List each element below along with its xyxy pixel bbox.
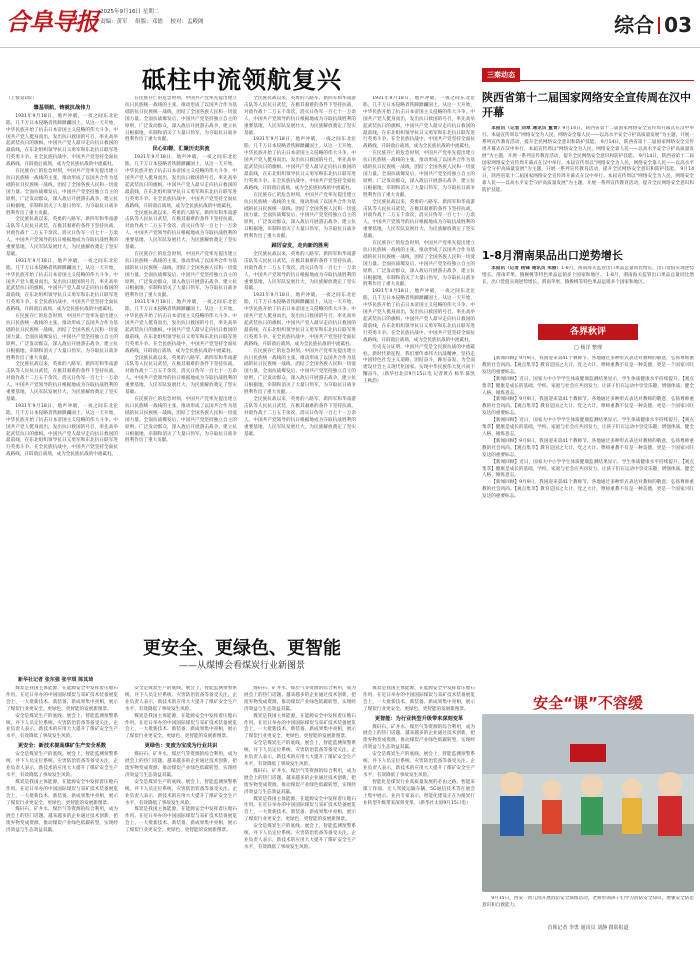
main-byline: （上接第1版） (6, 96, 37, 101)
feature2-col2-text: 安全是煤炭生产的底线。展会上，智能监测预警系统、井下人员定位系统、灾害防治装备等备受关注。企业负责人表示，新技术的应用大大提升了煤矿安全生产水平，有效降低了事故发生风险。 (125, 686, 237, 712)
story1-body-b: 9月14日，陕西省第十二届国家网络安全宣传周开幕式在汉中举行。本届宣传周以“网络安全为人民，网络安全靠人民——以高水平安全守护高质量发展”为主题，开展一系列宣传教育活动，提升全民网络安全意识和防护技能。 (482, 139, 694, 159)
main-subhead-c: 踔厉奋发，走向新的胜利 (271, 243, 329, 250)
proofreader-name: 校对：孟殿阁 (170, 19, 204, 25)
main-subhead-a: 肇基领航，铸就抗战伟力 (33, 104, 91, 111)
safety-caption-text: 9月15日，西安一幼儿园开展消防安全演练活动，老师带领孩子们学习消防安全知识，增强安全防范意识和自救能力。 (482, 896, 694, 908)
story1-body: 9月14日，陕西省第十二届国家网络安全宣传周开幕式在汉中举行。本届宣传周以“网络安全为人民，网络安全靠人民——以高水平安全守护高质量发展”为主题，开展一系列宣传教育活动，提升全民网络安全意识和防护技能。 (482, 126, 694, 145)
story1-text (482, 126, 694, 236)
safety-photo-credit: 首席记者 李勇 通讯员 刘静 摄影报道 (547, 925, 629, 931)
feature2-subhead-a: 更安全：新技术提高煤矿生产安全系数 (17, 743, 107, 750)
feature2-col1-text-b: 安全是煤炭生产的底线。展会上，智能监测预警系统、井下人员定位系统、灾害防治装备等备受关注。企业负责人表示，新技术的应用大大提升了煤矿安全生产水平，有效降低了事故发生风险。 (6, 713, 118, 740)
story2-headline: 1-8月渭南果品出口逆势增长 (482, 249, 623, 262)
main-col4-text-e: 1931年9月18日，地声冲破，一夜之间东北沦陷，几千万日本侵略者铁蹄蹂躏国土。从这一天开始，中华民族开始了抗击日本帝国主义侵略的伟大斗争。中国共产党人挺身而出，发出抗日救国的号召，率先高举起武装抗日的旗帜。中国共产党人最早走向抗日救国的最前线，在东北组织领导抗日义勇军和东北抗日联军进行英勇斗争。在全民族抗战中，中国共产党坚持全面抗战路线，开辟敌后战场，成为全民族抗战的中流砥柱。 (363, 289, 475, 343)
masthead-logo: 合阜导报 (6, 7, 98, 36)
safety-photo-image (482, 714, 694, 892)
main-col-2 (125, 96, 237, 626)
feature2-col1-text-d: 煤炭是我国主体能源，在能源安全中发挥着压舱石作用。在近日举办的中国国际煤炭与采矿技术装备展览会上，一大批新技术、新装备、新成果集中亮相，展示了煤炭行业更安全、更绿色、更智能的发展新图景。 (6, 779, 118, 806)
main-col3-text: 全民族抗战以来，英勇的八路军、新四军和华南游击队等人民抗日武装，在极其艰难的条件下坚持抗战，对敌作战十二万五千余次，消灭日伪军一百七十一万余人。中国共产党领导的抗日根据地成为夺取抗战胜利的重要基地，人民军队发展壮大，为民族解放奠定了坚实基础。 (244, 96, 356, 136)
layout-name: 组版：邓德 (135, 19, 163, 25)
main-col2-text: 在民族存亡的危急时刻，中国共产党率先提出建立抗日民族统一战线的主张，推动形成了以国共合作为基础的抗日民族统一战线，团结了全国各族人民和一切爱国力量。全面抗战爆发后，中国共产党坚持独立自主的原则，广泛发动群众，深入敌后开展游击战争，建立抗日根据地，牵制和消灭了大量日伪军，为夺取抗日战争胜利作出了重大贡献。 (125, 96, 237, 143)
feature2-col4-text-c: 安全是煤炭生产的底线。展会上，智能监测预警系统、井下人员定位系统、灾害防治装备等备受关注。企业负责人表示，新技术的应用大大提升了煤矿安全生产水平，有效降低了事故发生风险。 (363, 752, 475, 778)
main-subhead-b: 民心如磐，汇聚历史洪流 (152, 146, 210, 153)
main-col1-text: 1931年9月18日，地声冲破，一夜之间东北沦陷，几千万日本侵略者铁蹄蹂躏国土。从这一天开始，中华民族开始了抗击日本帝国主义侵略的伟大斗争。中国共产党人挺身而出，发出抗日救国的号召，率先高举起武装抗日的旗帜。中国共产党人最早走向抗日救国的最前线，在东北组织领导抗日义勇军和东北抗日联军进行英勇斗争。在全民族抗战中，中国共产党坚持全面抗战路线，开辟敌后战场，成为全民族抗战的中流砥柱。 (6, 113, 118, 168)
main-col2-text-c: 全民族抗战以来，英勇的八路军、新四军和华南游击队等人民抗日武装，在极其艰难的条件下坚持抗战，对敌作战十二万五千余次，消灭日伪军一百七十一万余人。中国共产党领导的抗日根据地成为夺取抗战胜利的重要基地，人民军队发展壮大，为民族解放奠定了坚实基础。 (125, 210, 237, 251)
feature2-col3-text-f: 安全是煤炭生产的底线。展会上，智能监测预警系统、井下人员定位系统、灾害防治装备等备受关注。企业负责人表示，新技术的应用大大提升了煤矿安全生产水平，有效降低了事故发生风险。 (244, 824, 356, 850)
main-col3-text-b: 1931年9月18日，地声冲破，一夜之间东北沦陷，几千万日本侵略者铁蹄蹂躏国土。从这一天开始，中华民族开始了抗击日本帝国主义侵略的伟大斗争。中国共产党人挺身而出，发出抗日救国的号召，率先高举起武装抗日的旗帜。中国共产党人最早走向抗日救国的最前线，在东北组织领导抗日义勇军和东北抗日联军进行英勇斗争。在全民族抗战中，中国共产党坚持全面抗战路线，开辟敌后战场，成为全民族抗战的中流砥柱。 (244, 137, 356, 191)
main-col4-text-c: 全民族抗战以来，英勇的八路军、新四军和华南游击队等人民抗日武装，在极其艰难的条件下坚持抗战，对敌作战十二万五千余次，消灭日伪军一百七十一万余人。中国共产党领导的抗日根据地成为夺取抗战胜利的重要基地，人民军队发展壮大，为民族解放奠定了坚实基础。 (363, 199, 475, 240)
story2-body-b: 1-8月，渭南海关监管出口果品总量同比增长，出口货值实现逆势增长。渭南苹果、猕猴桃等特色果品远销多个国家和地区。 (482, 272, 694, 285)
main-col1-text-g: 1931年9月18日，地声冲破，一夜之间东北沦陷，几千万日本侵略者铁蹄蹂躏国土。从这一天开始，中华民族开始了抗击日本帝国主义侵略的伟大斗争。中国共产党人挺身而出，发出抗日救国的号召，率先高举起武装抗日的旗帜。中国共产党人最早走向抗日救国的最前线，在东北组织领导抗日义勇军和东北抗日联军进行英勇斗争。在全民族抗战中，中国共产党坚持全面抗战路线，开辟敌后战场，成为全民族抗战的中流砥柱。 (6, 403, 118, 458)
feature2-col2-text-c: 煤矸石、矿井水、煤层气等资源的综合利用，成为展会上的热门话题。越来越多的企业通过技术创新，把废弃物变成资源，推动煤炭产业绿色低碳转型，实现经济效益与生态效益双赢。 (125, 752, 237, 778)
feature2-subtitle: ——从煤博会看煤炭行业新图景 (178, 661, 305, 671)
section-name: 综合 (614, 13, 655, 37)
feature2-col-1 (6, 686, 118, 972)
feature2-col3-text: 煤矸石、矿井水、煤层气等资源的综合利用，成为展会上的热门话题。越来越多的企业通过技术创新，把废弃物变成资源，推动煤炭产业绿色低碳转型，实现经济效益与生态效益双赢。 (244, 686, 356, 712)
story2-byline: 本报讯（记者 杨锋 通讯员 朱丽） (491, 266, 562, 271)
feature2-col1-text: 煤炭是我国主体能源，在能源安全中发挥着压舱石作用。在近日举办的中国国际煤炭与采矿技术装备展览会上，一大批新技术、新装备、新成果集中亮相，展示了煤炭行业更安全、更绿色、更智能的发展新图景。 (6, 686, 118, 712)
feature2-col3-text-b: 煤炭是我国主体能源，在能源安全中发挥着压舱石作用。在近日举办的中国国际煤炭与采矿技术装备展览会上，一大批新技术、新装备、新成果集中亮相，展示了煤炭行业更安全、更绿色、更智能的发展新图景。 (244, 713, 356, 740)
story1-byline: 本报讯（记者 刘翠 通讯员 董青） (491, 126, 563, 131)
feature2-col-3 (244, 686, 356, 972)
feature-opinion-title: 各界秋评 (538, 324, 638, 340)
right-divider (482, 80, 694, 81)
main-col3-text-e: 1931年9月18日，地声冲破，一夜之间东北沦陷，几千万日本侵略者铁蹄蹂躏国土。从这一天开始，中华民族开始了抗击日本帝国主义侵略的伟大斗争。中国共产党人挺身而出，发出抗日救国的号召，率先高举起武装抗日的旗帜。中国共产党人最早走向抗日救国的最前线，在东北组织领导抗日义勇军和东北抗日联军进行英勇斗争。在全民族抗战中，中国共产党坚持全面抗战路线，开辟敌后战场，成为全民族抗战的中流砥柱。 (244, 293, 356, 347)
feature2-col2-text-b: 煤炭是我国主体能源，在能源安全中发挥着压舱石作用。在近日举办的中国国际煤炭与采矿技术装备展览会上，一大批新技术、新装备、新成果集中亮相，展示了煤炭行业更安全、更绿色、更智能的发展新图景。 (125, 713, 237, 740)
section-tag (614, 9, 692, 38)
feature-opinion-text (482, 356, 694, 682)
feature-opinion-body-b: 【新闻回顾】近日，国家大中小学学生体质健康监测结果显示，学生体质健康水平持续提升。【观点集萃】健康是成长的基础，学校、家庭与社会应共同发力，让孩子们在运动中享受乐趣、增强体质、健全人格、锤炼意志。 (482, 376, 694, 396)
feature-opinion-body-d: 【新闻回顾】近日，国家大中小学学生体质健康监测结果显示，学生体质健康水平持续提升。【观点集萃】健康是成长的基础，学校、家庭与社会应共同发力，让孩子们在运动中享受乐趣、增强体质、健全人格、锤炼意志。 (482, 418, 694, 437)
main-col3-text-c: 在民族存亡的危急时刻，中国共产党率先提出建立抗日民族统一战线的主张，推动形成了以国共合作为基础的抗日民族统一战线，团结了全国各族人民和一切爱国力量。全面抗战爆发后，中国共产党坚持独立自主的原则，广泛发动群众，深入敌后开展游击战争，建立抗日根据地，牵制和消灭了大量日伪军，为夺取抗日战争胜利作出了重大贡献。 (244, 192, 356, 240)
feature-opinion-body-g: 【新闻回顾】9月9日，我国迎来第41个教师节。各地通过多种形式表达对教师的敬意，弘扬尊师重教的社会风尚。【观点集萃】教育是国之大计、党之大计。尊师重教不仅是一种美德，更是一个国家兴旺发达的重要标志。 (482, 480, 694, 500)
masthead (0, 0, 700, 48)
main-col1-text-b: 在民族存亡的危急时刻，中国共产党率先提出建立抗日民族统一战线的主张，推动形成了以国共合作为基础的抗日民族统一战线，团结了全国各族人民和一切爱国力量。全面抗战爆发后，中国共产党坚持独立自主的原则，广泛发动群众，深入敌后开展游击战争，建立抗日根据地，牵制和消灭了大量日伪军，为夺取抗日战争胜利作出了重大贡献。 (6, 169, 118, 216)
main-col2-text-e: 1931年9月18日，地声冲破，一夜之间东北沦陷，几千万日本侵略者铁蹄蹂躏国土。从这一天开始，中华民族开始了抗击日本帝国主义侵略的伟大斗争。中国共产党人挺身而出，发出抗日救国的号召，率先高举起武装抗日的旗帜。中国共产党人最早走向抗日救国的最前线，在东北组织领导抗日义勇军和东北抗日联军进行英勇斗争。在全民族抗战中，中国共产党坚持全面抗战路线，开辟敌后战场，成为全民族抗战的中流砥柱。 (125, 300, 237, 354)
main-col2-text-d: 在民族存亡的危急时刻，中国共产党率先提出建立抗日民族统一战线的主张，推动形成了以国共合作为基础的抗日民族统一战线，团结了全国各族人民和一切爱国力量。全面抗战爆发后，中国共产党坚持独立自主的原则，广泛发动群众，深入敌后开展游击战争，建立抗日根据地，牵制和消灭了大量日伪军，为夺取抗日战争胜利作出了重大贡献。 (125, 251, 237, 299)
main-col1-text-e: 在民族存亡的危急时刻，中国共产党率先提出建立抗日民族统一战线的主张，推动形成了以国共合作为基础的抗日民族统一战线，团结了全国各族人民和一切爱国力量。全面抗战爆发后，中国共产党坚持独立自主的原则，广泛发动群众，深入敌后开展游击战争，建立抗日根据地，牵制和消灭了大量日伪军，为夺取抗日战争胜利作出了重大贡献。 (6, 314, 118, 361)
feature2-subhead-b: 更绿色：变废为宝成为行业共识 (144, 743, 218, 750)
feature2-col3-text-c: 安全是煤炭生产的底线。展会上，智能监测预警系统、井下人员定位系统、灾害防治装备等备受关注。企业负责人表示，新技术的应用大大提升了煤矿安全生产水平，有效降低了事故发生风险。 (244, 741, 356, 767)
safety-caption (482, 896, 694, 922)
feature2-col4-text-b: 煤矸石、矿井水、煤层气等资源的综合利用，成为展会上的热门话题。越来越多的企业通过技术创新，把废弃物变成资源，推动煤炭产业绿色低碳转型，实现经济效益与生态效益双赢。 (363, 724, 475, 751)
page-number: 03 (664, 13, 692, 37)
editor-name: 责编：黄军 (100, 19, 128, 25)
feature2-subhead-c: 更智能：为行业转型升级带来深刻变革 (374, 715, 464, 722)
main-headline: 砥柱中流领航复兴 (142, 65, 342, 94)
main-col2-text-f: 全民族抗战以来，英勇的八路军、新四军和华南游击队等人民抗日武装，在极其艰难的条件下坚持抗战，对敌作战十二万五千余次，消灭日伪军一百七十一万余人。中国共产党领导的抗日根据地成为夺取抗战胜利的重要基地，人民军队发展壮大，为民族解放奠定了坚实基础。 (125, 355, 237, 396)
main-col4-text: 1931年9月18日，地声冲破，一夜之间东北沦陷，几千万日本侵略者铁蹄蹂躏国土。从这一天开始，中华民族开始了抗击日本帝国主义侵略的伟大斗争。中国共产党人挺身而出，发出抗日救国的号召，率先高举起武装抗日的旗帜。中国共产党人最早走向抗日救国的最前线，在东北组织领导抗日义勇军和东北抗日联军进行英勇斗争。在全民族抗战中，中国共产党坚持全面抗战路线，开辟敌后战场，成为全民族抗战的中流砥柱。 (363, 96, 475, 150)
feature-opinion-body-e: 【新闻回顾】9月9日，我国迎来第41个教师节。各地通过多种形式表达对教师的敬意，弘扬尊师重教的社会风尚。【观点集萃】教育是国之大计、党之大计。尊师重教不仅是一种美德，更是一个国家兴旺发达的重要标志。 (482, 438, 694, 458)
feature2-col4-text: 煤炭是我国主体能源，在能源安全中发挥着压舱石作用。在近日举办的中国国际煤炭与采矿技术装备展览会上，一大批新技术、新装备、新成果集中亮相，展示了煤炭行业更安全、更绿色、更智能的发展新图景。 (363, 686, 475, 712)
main-col-1 (6, 96, 118, 626)
feature2-col1-text-c: 安全是煤炭生产的底线。展会上，智能监测预警系统、井下人员定位系统、灾害防治装备等备受关注。企业负责人表示，新技术的应用大大提升了煤矿安全生产水平，有效降低了事故发生风险。 (6, 752, 118, 778)
main-col2-text-b: 1931年9月18日，地声冲破，一夜之间东北沦陷，几千万日本侵略者铁蹄蹂躏国土。从这一天开始，中华民族开始了抗击日本帝国主义侵略的伟大斗争。中国共产党人挺身而出，发出抗日救国的号召，率先高举起武装抗日的旗帜。中国共产党人最早走向抗日救国的最前线，在东北组织领导抗日义勇军和东北抗日联军进行英勇斗争。在全民族抗战中，中国共产党坚持全面抗战路线，开辟敌后战场，成为全民族抗战的中流砥柱。 (125, 155, 237, 209)
main-col3-text-g: 全民族抗战以来，英勇的八路军、新四军和华南游击队等人民抗日武装，在极其艰难的条件下坚持抗战，对敌作战十二万五千余次，消灭日伪军一百七十一万余人。中国共产党领导的抗日根据地成为夺取抗战胜利的重要基地，人民军队发展壮大，为民族解放奠定了坚实基础。 (244, 396, 356, 437)
feature2-col1-text-e: 煤矸石、矿井水、煤层气等资源的综合利用，成为展会上的热门话题。越来越多的企业通过技术创新，把废弃物变成资源，推动煤炭产业绿色低碳转型，实现经济效益与生态效益双赢。 (6, 807, 118, 834)
feature2-byline: 新华社记者 张东强 张宇琪 陈其琦 (18, 677, 94, 683)
main-col1-text-c: 全民族抗战以来，英勇的八路军、新四军和华南游击队等人民抗日武装，在极其艰难的条件下坚持抗战，对敌作战十二万五千余次，消灭日伪军一百七十一万余人。中国共产党领导的抗日根据地成为夺取抗战胜利的重要基地，人民军队发展壮大，为民族解放奠定了坚实基础。 (6, 217, 118, 257)
feature2-col2-text-e: 煤炭是我国主体能源，在能源安全中发挥着压舱石作用。在近日举办的中国国际煤炭与采矿技术装备展览会上，一大批新技术、新装备、新成果集中亮相，展示了煤炭行业更安全、更绿色、更智能的发展新图景。 (125, 807, 237, 834)
date-line: 2025年9月16日 星期二 (100, 9, 160, 15)
main-col3-text-f: 在民族存亡的危急时刻，中国共产党率先提出建立抗日民族统一战线的主张，推动形成了以国共合作为基础的抗日民族统一战线，团结了全国各族人民和一切爱国力量。全面抗战爆发后，中国共产党坚持独立自主的原则，广泛发动群众，深入敌后开展游击战争，建立抗日根据地，牵制和消灭了大量日伪军，为夺取抗日战争胜利作出了重大贡献。 (244, 348, 356, 396)
feature2-col3-text-d: 煤矸石、矿井水、煤层气等资源的综合利用，成为展会上的热门话题。越来越多的企业通过技术创新，把废弃物变成资源，推动煤炭产业绿色低碳转型，实现经济效益与生态效益双赢。 (244, 768, 356, 795)
main-col2-text-g: 在民族存亡的危急时刻，中国共产党率先提出建立抗日民族统一战线的主张，推动形成了以国共合作为基础的抗日民族统一战线，团结了全国各族人民和一切爱国力量。全面抗战爆发后，中国共产党坚持独立自主的原则，广泛发动群众，深入敌后开展游击战争，建立抗日根据地，牵制和消灭了大量日伪军，为夺取抗日战争胜利作出了重大贡献。 (125, 396, 237, 444)
story1-headline: 陕西省第十二届国家网络安全宣传周在汉中开幕 (482, 91, 691, 119)
editor-line (100, 17, 210, 25)
feature2-col-4 (363, 686, 475, 972)
story2-text (482, 266, 694, 318)
feature-opinion-body-c: 【新闻回顾】9月9日，我国迎来第41个教师节。各地通过多种形式表达对教师的敬意，弘扬尊师重教的社会风尚。【观点集萃】教育是国之大计、党之大计。尊师重教不仅是一种美德，更是一个国家兴旺发达的重要标志。 (482, 397, 694, 417)
main-col4-text-d: 在民族存亡的危急时刻，中国共产党率先提出建立抗日民族统一战线的主张，推动形成了以国共合作为基础的抗日民族统一战线，团结了全国各族人民和一切爱国力量。全面抗战爆发后，中国共产党坚持独立自主的原则，广泛发动群众，深入敌后开展游击战争，建立抗日根据地，牵制和消灭了大量日伪军，为夺取抗日战争胜利作出了重大贡献。 (363, 241, 475, 288)
feature2-col4-text-d: 智能化是煤炭行业高质量发展的必由之路。智能采煤工作面、无人驾驶运输车辆、5G通信技术等在展会上集中展示。业内专家表示，智能化建设正在为煤炭行业转型升级带来深刻变革。（新华社太原9月15日电） (363, 779, 475, 806)
main-col3-text-d: 全民族抗战以来，英勇的八路军、新四军和华南游击队等人民抗日武装，在极其艰难的条件下坚持抗战，对敌作战十二万五千余次，消灭日伪军一百七十一万余人。中国共产党领导的抗日根据地成为夺取抗战胜利的重要基地，人民军队发展壮大，为民族解放奠定了坚实基础。 (244, 251, 356, 292)
main-col4-text-b: 在民族存亡的危急时刻，中国共产党率先提出建立抗日民族统一战线的主张，推动形成了以国共合作为基础的抗日民族统一战线，团结了全国各族人民和一切爱国力量。全面抗战爆发后，中国共产党坚持独立自主的原则，广泛发动群众，深入敌后开展游击战争，建立抗日根据地，牵制和消灭了大量日伪军，为夺取抗日战争胜利作出了重大贡献。 (363, 151, 475, 198)
feature2-col2-text-d: 安全是煤炭生产的底线。展会上，智能监测预警系统、井下人员定位系统、灾害防治装备等备受关注。企业负责人表示，新技术的应用大大提升了煤矿安全生产水平，有效降低了事故发生风险。 (125, 779, 237, 806)
safety-headline: 安全“课”不容缓 (533, 694, 643, 712)
story1-body-d: 9月14日，陕西省第十二届国家网络安全宣传周开幕式在汉中举行。本届宣传周以“网络安全为人民，网络安全靠人民——以高水平安全守护高质量发展”为主题，开展一系列宣传教育活动，提升全民网络安全意识和防护技能。 (482, 167, 694, 194)
feature2-headline: 更安全、更绿色、更智能 (143, 638, 341, 659)
feature-opinion-body-f: 【新闻回顾】近日，国家大中小学学生体质健康监测结果显示，学生体质健康水平持续提升。【观点集萃】健康是成长的基础，学校、家庭与社会应共同发力，让孩子们在运动中享受乐趣、增强体质、健全人格、锤炼意志。 (482, 459, 694, 479)
feature-opinion-body-a: 【新闻回顾】9月9日，我国迎来第41个教师节。各地通过多种形式表达对教师的敬意，弘扬尊师重教的社会风尚。【观点集萃】教育是国之大计、党之大计。尊师重教不仅是一种美德，更是一个国家兴旺发达的重要标志。 (482, 356, 694, 375)
section-divider (658, 17, 660, 34)
feature2-col3-text-e: 煤炭是我国主体能源，在能源安全中发挥着压舱石作用。在近日举办的中国国际煤炭与采矿技术装备展览会上，一大批新技术、新装备、新成果集中亮相，展示了煤炭行业更安全、更绿色、更智能的发展新图景。 (244, 796, 356, 823)
story1-body-c: 9月14日，陕西省第十二届国家网络安全宣传周开幕式在汉中举行。本届宣传周以“网络安全为人民，网络安全靠人民——以高水平安全守护高质量发展”为主题，开展一系列宣传教育活动，提升全民网络安全意识和防护技能。 (482, 153, 694, 173)
main-col1-text-f: 全民族抗战以来，英勇的八路军、新四军和华南游击队等人民抗日武装，在极其艰难的条件下坚持抗战，对敌作战十二万五千余次，消灭日伪军一百七十一万余人。中国共产党领导的抗日根据地成为夺取抗战胜利的重要基地，人民军队发展壮大，为民族解放奠定了坚实基础。 (6, 362, 118, 402)
feature-opinion-byline: □ 杨洋 整理 (574, 345, 602, 351)
sanqin-news-tag: 三秦动态 (482, 68, 520, 82)
safety-photo (482, 714, 694, 892)
main-col1-text-d: 1931年9月18日，地声冲破，一夜之间东北沦陷，几千万日本侵略者铁蹄蹂躏国土。从这一天开始，中华民族开始了抗击日本帝国主义侵略的伟大斗争。中国共产党人挺身而出，发出抗日救国的号召，率先高举起武装抗日的旗帜。中国共产党人最早走向抗日救国的最前线，在东北组织领导抗日义勇军和东北抗日联军进行英勇斗争。在全民族抗战中，中国共产党坚持全面抗战路线，开辟敌后战场，成为全民族抗战的中流砥柱。 (6, 258, 118, 313)
main-col-3 (244, 96, 356, 626)
main-col-4 (363, 96, 475, 626)
story2-body: 1-8月，渭南海关监管出口果品总量同比增长，出口货值实现逆势增长。渭南苹果、猕猴桃等特色果品远销多个国家和地区。 (482, 266, 694, 278)
feature2-col-2 (125, 686, 237, 972)
main-col4-text-f: 历史充分证明，中国共产党是全民族抗战的中流砥柱。新时代新征程，我们要传承伟大抗战精神，坚持走中国特色社会主义道路，团结奋斗，踔厉奋发，为全面建设社会主义现代化国家、实现中华民族伟大复兴而不懈奋斗。（新华社北京9月15日电 记者黄垚 杨华 陈凯 王秋韵） (363, 344, 475, 385)
